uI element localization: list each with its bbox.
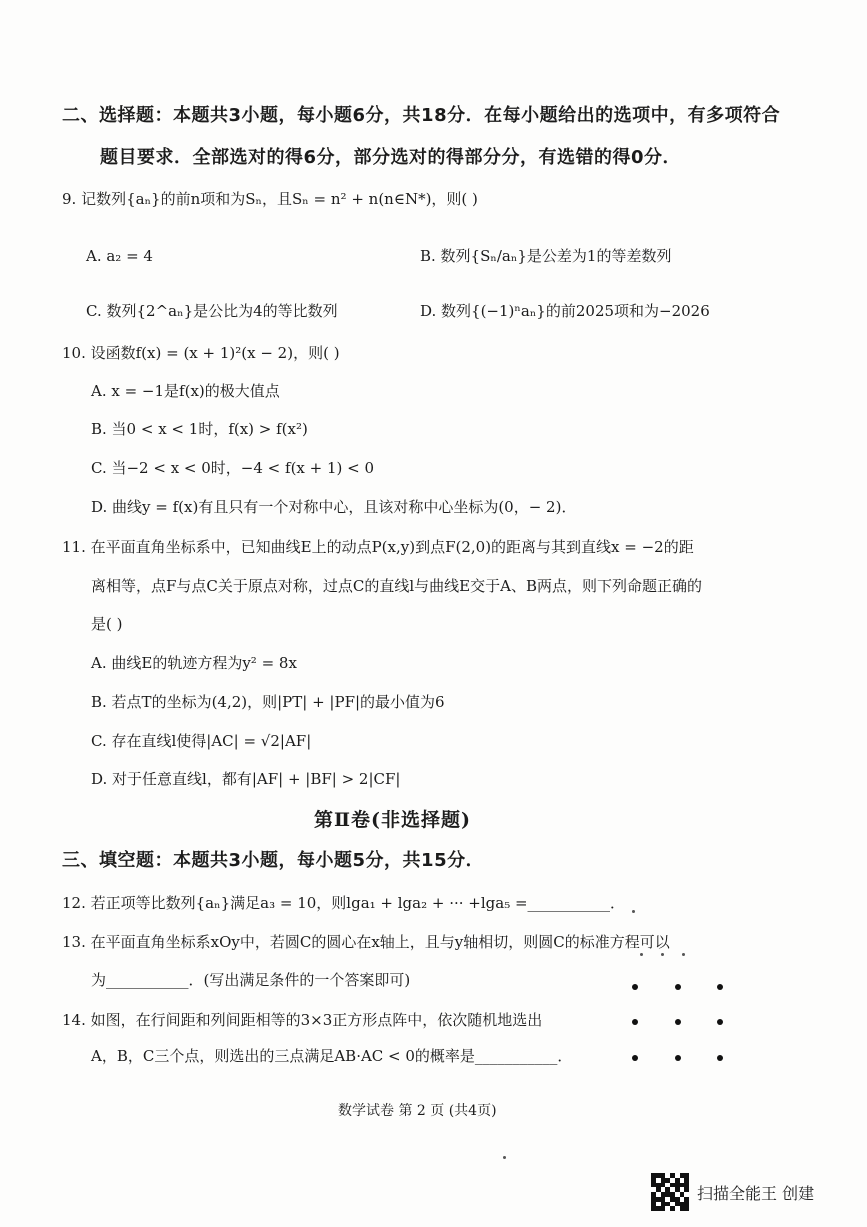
lattice-dot [675,1019,681,1025]
question-11-option-c: C. 存在直线l使得|AC| = √2|AF| [91,732,312,750]
question-10-option-b: B. 当0 < x < 1时，f(x) > f(x²) [91,420,308,438]
question-11-stem-line-1: 11. 在平面直角坐标系中，已知曲线E上的动点P(x,y)到点F(2,0)的距离与其到直线x = −2的距 [62,538,694,556]
page-footer: 数学试卷 第 2 页 (共4页) [338,1103,497,1119]
part-2-title: 第Ⅱ卷(非选择题) [314,809,471,831]
scan-speck [661,953,664,956]
lattice-dot [717,984,723,990]
question-13-line-2: 为___________．(写出满足条件的一个答案即可) [91,971,411,989]
question-14-line-1: 14. 如图，在行间距和列间距相等的3×3正方形点阵中，依次随机地选出 [62,1011,543,1029]
lattice-dot [675,1055,681,1061]
section-2-heading-line-1: 二、选择题：本题共3小题，每小题6分，共18分．在每小题给出的选项中，有多项符合 [62,105,781,126]
dot-lattice-figure [620,975,740,1075]
scan-speck [682,953,685,956]
lattice-dot [717,1055,723,1061]
question-9-stem: 9. 记数列{aₙ}的前n项和为Sₙ，且Sₙ = n² + n(n∈N*)，则( ) [62,190,478,208]
watermark-text: 扫描全能王 创建 [697,1183,815,1203]
scanner-watermark [651,1172,814,1212]
question-9-option-b: B. 数列{Sₙ/aₙ}是公差为1的等差数列 [420,247,672,265]
scan-speck [640,953,643,956]
question-13-line-1: 13. 在平面直角坐标系xOy中，若圆C的圆心在x轴上，且与y轴相切，则圆C的标准方程可以 [62,933,670,951]
section-2-heading-line-2: 题目要求．全部选对的得6分，部分选对的得部分分，有选错的得0分． [100,147,682,168]
question-9-option-d: D. 数列{(−1)ⁿaₙ}的前2025项和为−2026 [420,302,710,320]
scan-speck [503,1156,506,1159]
question-12: 12. 若正项等比数列{aₙ}满足a₃ = 10，则lga₁ + lga₂ + ··· +lga₅ =___________． [62,894,626,912]
question-11-stem-line-3: 是( ) [91,615,123,633]
question-11-option-b: B. 若点T的坐标为(4,2)，则|PT| + |PF|的最小值为6 [91,693,445,711]
question-14-line-2: A，B，C三个点，则选出的三点满足AB·AC < 0的概率是___________． [91,1047,573,1065]
question-11-option-a: A. 曲线E的轨迹方程为y² = 8x [91,654,297,672]
lattice-dot [632,1019,638,1025]
section-3-heading: 三、填空题：本题共3小题，每小题5分，共15分． [62,850,485,871]
lattice-dot [632,984,638,990]
question-9-option-a: A. a₂ = 4 [86,247,153,265]
lattice-dot [632,1055,638,1061]
question-10-option-d: D. 曲线y = f(x)有且只有一个对称中心，且该对称中心坐标为(0，− 2)． [91,498,577,516]
question-11-stem-line-2: 离相等，点F与点C关于原点对称，过点C的直线l与曲线E交于A、B两点，则下列命题正确的 [91,577,702,595]
qr-code-icon [651,1173,689,1211]
question-10-option-a: A. x = −1是f(x)的极大值点 [91,382,280,400]
question-11-option-d: D. 对于任意直线l，都有|AF| + |BF| > 2|CF| [91,770,401,788]
scan-speck [632,910,635,913]
question-9-option-c: C. 数列{2^aₙ}是公比为4的等比数列 [86,302,338,320]
lattice-dot [675,984,681,990]
question-10-stem: 10. 设函数f(x) = (x + 1)²(x − 2)，则( ) [62,344,340,362]
lattice-dot [717,1019,723,1025]
question-10-option-c: C. 当−2 < x < 0时，−4 < f(x + 1) < 0 [91,459,375,477]
